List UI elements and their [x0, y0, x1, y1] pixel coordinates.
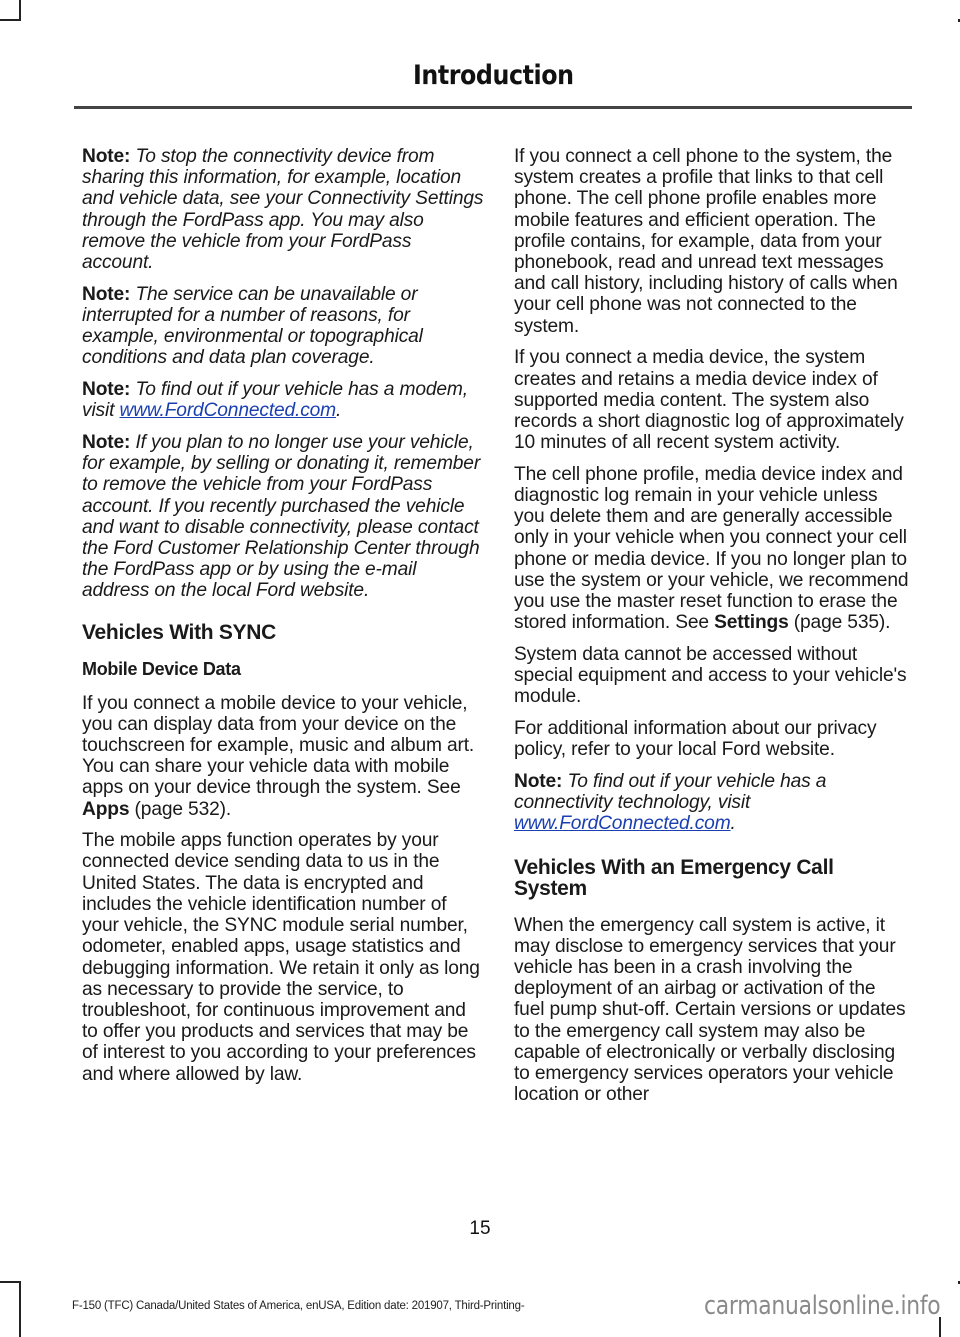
note-label: Note:	[82, 431, 131, 453]
note-connectivity-technology	[514, 771, 910, 835]
paragraph-text: The cell phone profile, media device index and diagnostic log remain in your vehicle unless you delete them and are generally accessible only in your vehicle when you connect your cell phone or media device. If you no longer plan to use the system or your vehicle, we recommend you use the master reset function to erase the stored information. See	[514, 463, 909, 634]
crop-mark-top-left-h	[0, 19, 20, 21]
fordconnected-link[interactable]: www.FordConnected.com	[514, 813, 731, 835]
note-label: Note:	[82, 379, 131, 401]
paragraph-privacy-policy: For additional information about our privacy policy, refer to your local Ford website.	[514, 718, 877, 761]
header-divider	[74, 106, 912, 109]
page-header	[74, 60, 912, 91]
paragraph-system-data: System data cannot be accessed without special equipment and access to your vehicle's module.	[514, 643, 907, 708]
note-text: To stop the connectivity device from sharing this information, for example, location and vehicle data, see your Connectivity Settings through the FordPass app. You may also remove the vehicle from your FordPass account.	[82, 146, 484, 274]
note-service-unavailable	[82, 284, 486, 369]
paragraph-mobile-apps-function: The mobile apps function operates by your connected device sending data to us in the United States. The data is encrypted and includes the vehicle identification number of your vehicle, the SYNC module serial number, odometer, enabled apps, usage statistics and debugging information. We retain it only as long as necessary to provide the service, to troubleshoot, for continuous improvement and to offer you products and services that may be of interest to you according to your preferences and where allowed by law.	[82, 830, 480, 1085]
edition-footer: F-150 (TFC) Canada/United States of America, enUSA, Edition date: 201907, Third-Printing-	[72, 1300, 525, 1312]
watermark: carmanualsonline.info	[703, 1291, 940, 1321]
left-column	[82, 146, 486, 1095]
note-text-end: .	[730, 813, 736, 835]
page-number: 15	[469, 1218, 491, 1239]
fordconnected-link[interactable]: www.FordConnected.com	[119, 400, 337, 422]
settings-reference[interactable]: Settings	[714, 612, 789, 634]
paragraph-mobile-device	[82, 693, 486, 820]
right-column	[514, 146, 910, 1116]
note-text: If you plan to no longer use your vehicle, for example, by selling or donating it, remember to remove the vehicle from your FordPass account. If you recently purchased the vehicle and want to disable connectivity, please contact the Ford Customer Relationship Center through the FordPass app or by using the e-mail address on the local Ford website.	[82, 431, 481, 602]
note-label: Note:	[82, 283, 131, 305]
paragraph-emergency-call: When the emergency call system is active, it may disclose to emergency services that your vehicle has been in a crash involving the deployment of an airbag or activation of the fuel pump shut-off. Certain versions or updates to the emergency call system may also be capable of electronically or verbally disclosing to emergency services operators your vehicle location or other	[514, 914, 906, 1106]
paragraph-text: If you connect a mobile device to your vehicle, you can display data from your device on the touchscreen for example, music and album art. You can share your vehicle data with mobile apps on your device through the system. See	[82, 692, 475, 799]
paragraph-data-retention	[514, 464, 910, 634]
page-title: Introduction	[412, 60, 574, 91]
note-text: To find out if your vehicle has a connectivity technology, visit	[514, 770, 827, 814]
note-remove-vehicle	[82, 432, 486, 602]
apps-reference[interactable]: Apps	[82, 798, 130, 820]
page-reference: (page 535).	[788, 612, 891, 634]
note-modem	[82, 379, 486, 421]
crop-mark-bottom-left-h	[0, 1281, 21, 1283]
note-text-end: .	[336, 400, 342, 422]
paragraph-media-device: If you connect a media device, the system creates and retains a media device index of supported media content. The system also records a short diagnostic log of approximately 10 minutes of all recent system activity.	[514, 347, 904, 454]
note-label: Note:	[514, 770, 563, 792]
page-reference: (page 532).	[129, 798, 232, 820]
section-heading-emergency-call: Vehicles With an Emergency Call System	[514, 855, 834, 900]
crop-mark-top-left-v	[19, 0, 21, 21]
subheading-mobile-device-data: Mobile Device Data	[82, 658, 241, 679]
note-text: The service can be unavailable or interrupted for a number of reasons, for example, environmental or topographical conditions and data plan coverage.	[82, 283, 423, 369]
section-heading-sync: Vehicles With SYNC	[82, 620, 276, 644]
crop-mark-bottom-left-v	[19, 1281, 21, 1337]
note-connectivity-settings	[82, 146, 486, 273]
paragraph-cell-phone-profile: If you connect a cell phone to the system, the system creates a profile that links to that cell phone. The cell phone profile enables more mobile features and efficient operation. The profile contains, for example, data from your phonebook, read and unread text messages and call history, including history of calls when your cell phone was not connected to the system.	[514, 146, 898, 337]
note-text: To find out if your vehicle has a modem, visit	[82, 379, 468, 422]
note-label: Note:	[82, 146, 131, 167]
